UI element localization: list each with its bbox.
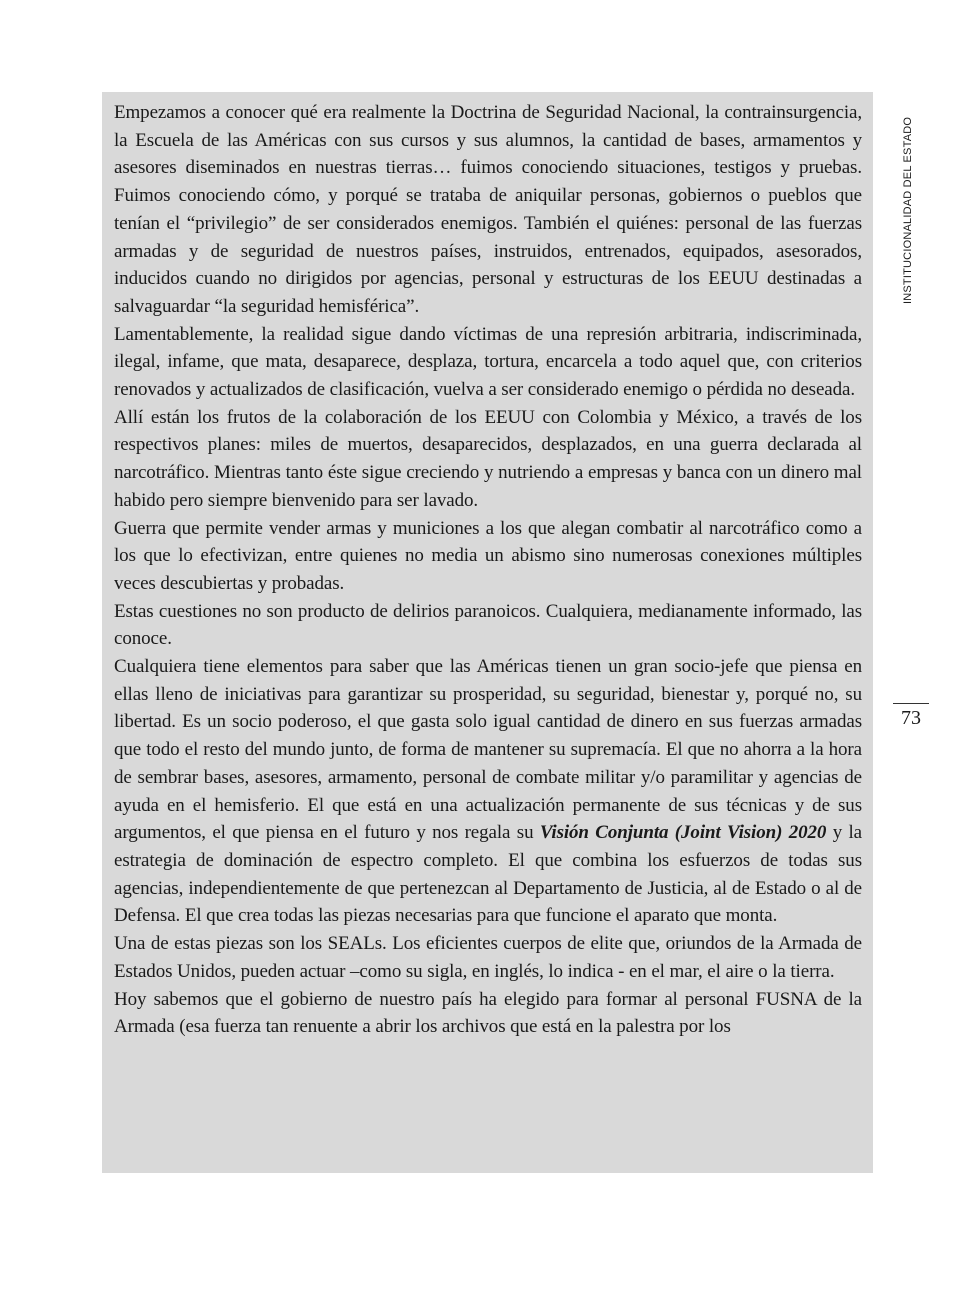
- paragraph-3: Allí están los frutos de la colaboración de los EEUU con Colombia y México, a través de los respectivos planes: miles de muertos, desaparecidos, desplazados, en una guerra declarada al narcotráfico. Mientras tanto éste sigue creciendo y nutriendo a empresas y banca con un dinero mal habido pero siempre bienvenido para ser lavado.: [114, 406, 862, 511]
- paragraph-6: [114, 653, 862, 930]
- paragraph-1: Empezamos a conocer qué era realmente la Doctrina de Seguridad Nacional, la contrainsurgencia, la Escuela de las Américas con sus cursos y sus alumnos, la cantidad de bases, armamentos y asesores diseminados en nuestras tierras… fuimos conociendo situaciones, testigos y pruebas. Fuimos conociendo cómo, y porqué se trataba de aniquilar personas, gobiernos o pueblos que tenían el “privilegio” de ser considerados enemigos. También el quiénes: personal de las fuerzas armadas y de seguridad de nuestros países, instruidos, entrenados, equipados, asesorados, inducidos cuando no dirigidos por agencias, personal y estructuras de los EEUU destinadas a salvaguardar “la seguridad hemisférica”.: [114, 102, 862, 317]
- shaded-text-box: [102, 92, 873, 1173]
- paragraph-7: Una de estas piezas son los SEALs. Los eficientes cuerpos de elite que, oriundos de la Armada de Estados Unidos, pueden actuar –como su sigla, en inglés, lo indica - en el mar, el aire o la tierra.: [114, 933, 862, 982]
- paragraph-6-emphasis: Visión Conjunta (Joint Vision) 2020: [539, 822, 827, 844]
- running-head: INSTITUCIONALIDAD DEL ESTADO: [902, 116, 914, 304]
- paragraph-2: Lamentablemente, la realidad sigue dando víctimas de una represión arbitraria, indiscriminada, ilegal, infame, que mata, desaparece, desplaza, tortura, encarcela a todo aquel que, con criterios renovados y actualizados de clasificación, vuelva a ser considerado enemigo o pérdida no deseada.: [114, 323, 862, 401]
- page-number: 73: [901, 707, 921, 729]
- folio-rule: [893, 703, 929, 704]
- paragraph-4: Guerra que permite vender armas y municiones a los que alegan combatir al narcotráfico como a los que lo efectivizan, entre quienes no media un abismo sino numerosas conexiones múltiples veces descubiertas y probadas.: [114, 517, 862, 594]
- paragraph-5: Estas cuestiones no son producto de delirios paranoicos. Cualquiera, medianamente informado, las conoce.: [114, 600, 862, 650]
- paragraph-6-after: y la estrategia de dominación de espectro completo. El que combina los esfuerzos de todas sus agencias, independientemente de que pertenezcan al Departamento de Justicia, al de Estado o al de Defensa. El que crea todas las piezas necesarias para que funcione el aparato que monta.: [114, 822, 862, 927]
- paragraph-8: Hoy sabemos que el gobierno de nuestro país ha elegido para formar al personal FUSNA de la Armada (esa fuerza tan renuente a abrir los archivos que está en la palestra por los: [114, 988, 862, 1038]
- paragraph-6-before: Cualquiera tiene elementos para saber que las Américas tienen un gran socio-jefe que piensa en ellas lleno de iniciativas para garantizar su prosperidad, su seguridad, bienestar y, porqué no, su libertad. Es un socio poderoso, el que gasta solo igual cantidad de dinero en sus fuerzas armadas que todo el resto del mundo junto, de forma de mantener su supremacía. El que no ahorra a la hora de sembrar bases, asesores, armamento, personal de combate militar y/o paramilitar y agencias de ayuda en el hemisferio. El que está en una actualización permanente de sus técnicas y de sus argumentos, el que piensa en el futuro y nos regala su: [114, 656, 862, 844]
